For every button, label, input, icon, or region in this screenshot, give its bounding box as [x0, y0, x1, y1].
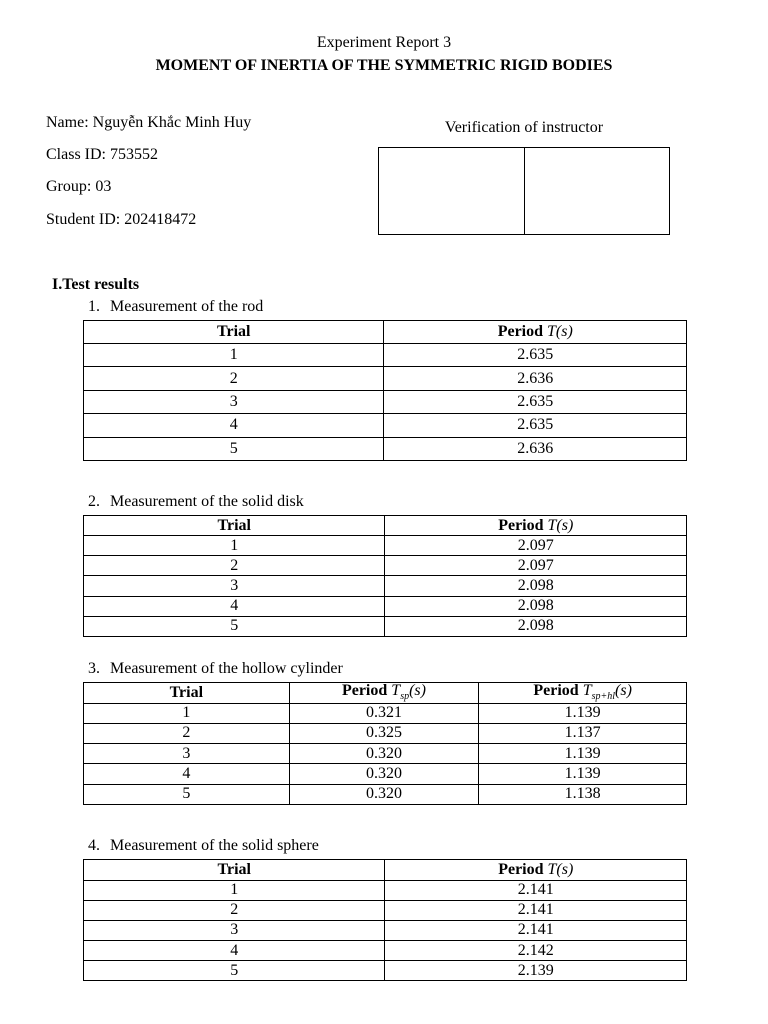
table-row: 2 2.636: [84, 367, 687, 390]
rod-number: 1.: [88, 298, 100, 315]
col-period-tsp: Period $T_{sp}(s)$: [289, 683, 479, 704]
table-row: 1 0.321 1.139: [84, 703, 687, 723]
table-row: 3 2.635: [84, 390, 687, 413]
col-trial: Trial: [84, 321, 384, 344]
table-row: 3 2.141: [84, 920, 687, 940]
sphere-number: 4.: [88, 837, 100, 854]
table-row: 3 0.320 1.139: [84, 744, 687, 764]
rod-table: [83, 320, 687, 461]
student-name: Name: Nguyễn Khắc Minh Huy: [46, 114, 252, 131]
section-heading: I.Test results: [52, 276, 140, 293]
disk-heading-text: Measurement of the solid disk: [110, 493, 304, 510]
table-row: 2 2.141: [84, 900, 687, 920]
col-period: Period T(s): [385, 516, 687, 536]
col-trial: Trial: [84, 860, 385, 881]
table-row: 1 2.635: [84, 344, 687, 367]
report-title: MOMENT OF INERTIA OF THE SYMMETRIC RIGID BODIES: [155, 57, 613, 74]
report-subtitle: Experiment Report 3: [316, 34, 452, 51]
table-row: 5 2.636: [84, 437, 687, 460]
table-header-row: [84, 860, 687, 881]
verification-label: Verification of instructor: [444, 119, 604, 136]
cylinder-heading-text: Measurement of the hollow cylinder: [110, 660, 343, 677]
disk-heading: [88, 493, 304, 511]
sphere-heading: [88, 837, 319, 855]
table-row: 4 2.635: [84, 414, 687, 437]
table-row: 3 2.098: [84, 576, 687, 596]
sphere-heading-text: Measurement of the solid sphere: [110, 837, 319, 854]
col-period-tsphl: Period $T_{sp+hl}(s)$: [479, 683, 687, 704]
table-row: 5 2.098: [84, 616, 687, 636]
col-trial: Trial: [84, 683, 290, 704]
cylinder-number: 3.: [88, 660, 100, 677]
sphere-table: [83, 859, 687, 981]
table-row: 1 2.141: [84, 880, 687, 900]
rod-heading-text: Measurement of the rod: [110, 298, 264, 315]
rod-heading: [88, 298, 263, 316]
col-period: Period T(s): [384, 321, 687, 344]
class-id: Class ID: 753552: [46, 146, 158, 163]
col-period: Period T(s): [385, 860, 687, 881]
table-row: 4 2.098: [84, 596, 687, 616]
disk-table: [83, 515, 687, 637]
verification-cell-left: [379, 148, 524, 234]
table-row: 2 0.325 1.137: [84, 723, 687, 743]
table-row: 5 0.320 1.138: [84, 784, 687, 804]
table-row: 4 2.142: [84, 941, 687, 961]
table-header-row: [84, 683, 687, 704]
disk-number: 2.: [88, 493, 100, 510]
cylinder-table: [83, 682, 687, 805]
student-id: Student ID: 202418472: [46, 211, 197, 228]
group: Group: 03: [46, 178, 112, 195]
table-row: 5 2.139: [84, 961, 687, 981]
table-header-row: [84, 516, 687, 536]
table-row: 4 0.320 1.139: [84, 764, 687, 784]
cylinder-heading: [88, 660, 343, 678]
table-header-row: [84, 321, 687, 344]
verification-cell-right: [524, 148, 670, 234]
verification-box: [378, 147, 670, 235]
table-row: 1 2.097: [84, 536, 687, 556]
table-row: 2 2.097: [84, 556, 687, 576]
col-trial: Trial: [84, 516, 385, 536]
